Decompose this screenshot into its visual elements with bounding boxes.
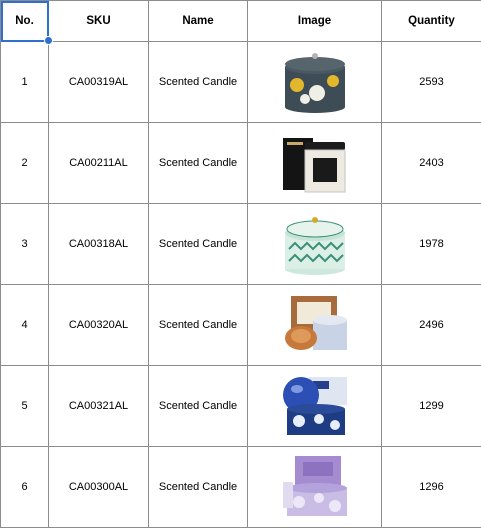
image-cell[interactable] [248, 42, 382, 123]
header-name-cell[interactable]: Name [149, 1, 248, 42]
name-cell[interactable]: Scented Candle [149, 123, 248, 204]
sku-cell[interactable]: CA00321AL [49, 366, 149, 447]
sku-cell[interactable]: CA00300AL [49, 447, 149, 528]
row-no-cell[interactable]: 2 [1, 123, 49, 204]
table-row [1, 204, 481, 285]
header-row [1, 1, 481, 42]
name-cell[interactable]: Scented Candle [149, 42, 248, 123]
sku-cell[interactable]: CA00320AL [49, 285, 149, 366]
quantity-cell[interactable]: 2593 [382, 42, 481, 123]
table-row [1, 42, 481, 123]
tin-candle-copper-lid-boxed-image [275, 290, 355, 360]
row-no-cell[interactable]: 1 [1, 42, 49, 123]
table-row [1, 366, 481, 447]
quantity-cell[interactable]: 1296 [382, 447, 481, 528]
sku-cell[interactable]: CA00318AL [49, 204, 149, 285]
sku-cell[interactable]: CA00319AL [49, 42, 149, 123]
tin-candle-yellow-floral-image [275, 47, 355, 117]
header-image-cell[interactable]: Image [248, 1, 382, 42]
image-cell[interactable] [248, 447, 382, 528]
row-no-cell[interactable]: 4 [1, 285, 49, 366]
row-no-cell[interactable]: 6 [1, 447, 49, 528]
sku-cell[interactable]: CA00211AL [49, 123, 149, 204]
header-sku-cell[interactable]: SKU [49, 1, 149, 42]
glass-jar-candle-black-box-image [275, 128, 355, 198]
quantity-cell[interactable]: 1299 [382, 366, 481, 447]
image-cell[interactable] [248, 204, 382, 285]
selection-fill-handle[interactable] [44, 36, 53, 45]
image-cell[interactable] [248, 285, 382, 366]
tin-candle-blue-floral-image [275, 371, 355, 441]
name-cell[interactable]: Scented Candle [149, 285, 248, 366]
image-cell[interactable] [248, 123, 382, 204]
quantity-cell[interactable]: 1978 [382, 204, 481, 285]
name-cell[interactable]: Scented Candle [149, 204, 248, 285]
name-cell[interactable]: Scented Candle [149, 366, 248, 447]
tin-candle-green-leaf-image [275, 209, 355, 279]
quantity-cell[interactable]: 2496 [382, 285, 481, 366]
name-cell[interactable]: Scented Candle [149, 447, 248, 528]
table-row [1, 285, 481, 366]
table-row [1, 123, 481, 204]
header-quantity-cell[interactable]: Quantity [382, 1, 481, 42]
table-row [1, 447, 481, 528]
row-no-cell[interactable]: 3 [1, 204, 49, 285]
row-no-cell[interactable]: 5 [1, 366, 49, 447]
tin-candle-purple-boxed-image [275, 452, 355, 522]
quantity-cell[interactable]: 2403 [382, 123, 481, 204]
header-no-cell[interactable]: No. [1, 1, 49, 42]
image-cell[interactable] [248, 366, 382, 447]
